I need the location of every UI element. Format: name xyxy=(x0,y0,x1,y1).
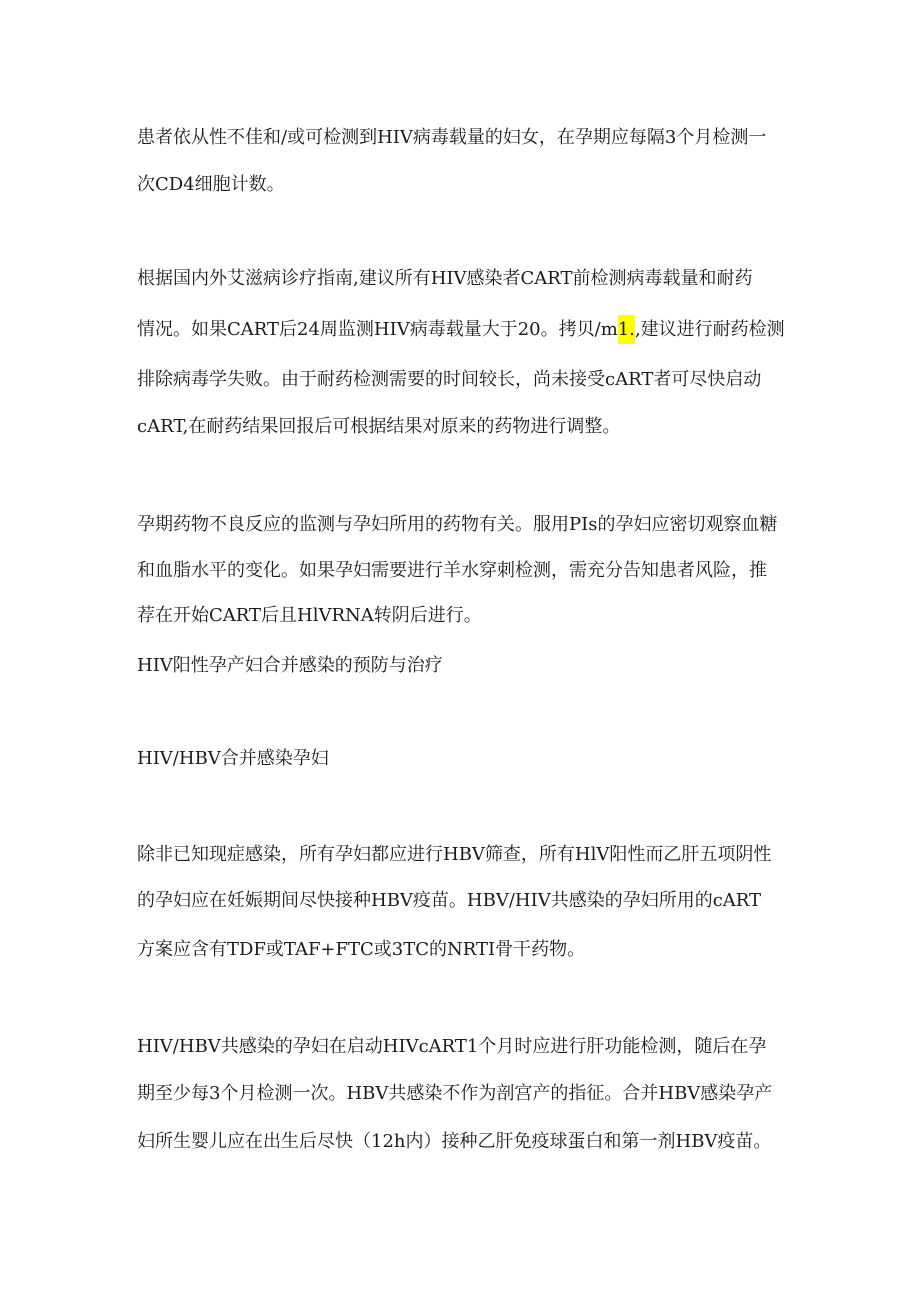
highlighted-text: 1. xyxy=(618,315,635,344)
section-heading: HIV阳性孕产妇合并感染的预防与治疗 xyxy=(137,655,443,676)
paragraph-line: 妇所生婴儿应在出生后尽快（12h内）接种乙肝免疫球蛋白和第一剂HBV疫苗。 xyxy=(137,1131,772,1152)
paragraph-line: 期至少每3个月检测一次。HBV共感染不作为剖宫产的指征。合并HBV感染孕产 xyxy=(137,1083,773,1104)
paragraph-line: HIV/HBV共感染的孕妇在启动HIVcART1个月时应进行肝功能检测，随后在孕 xyxy=(137,1036,767,1057)
paragraph-line: 根据国内外艾滋病诊疗指南,建议所有HIV感染者CART前检测病毒载量和耐药 xyxy=(137,268,753,289)
text-segment: ,建议进行耐药检测 xyxy=(634,319,785,340)
text-segment: 情况。如果CART后24周监测HIV病毒载量大于20。拷贝/m xyxy=(137,319,618,340)
paragraph-line: cART,在耐药结果回报后可根据结果对原来的药物进行调整。 xyxy=(137,416,621,437)
paragraph-line: 荐在开始CART后且HlVRNA转阴后进行。 xyxy=(137,605,482,626)
paragraph-line: 除非已知现症感染，所有孕妇都应进行HBV筛查，所有HlV阳性而乙肝五项阴性 xyxy=(137,844,772,865)
paragraph-line xyxy=(137,318,785,342)
subsection-heading: HIV/HBV合并感染孕妇 xyxy=(137,748,329,769)
paragraph-line: 患者依从性不佳和/或可检测到HIV病毒载量的妇女，在孕期应每隔3个月检测一 xyxy=(137,127,767,148)
paragraph-line: 次CD4细胞计数。 xyxy=(137,174,285,195)
paragraph-line: 和血脂水平的变化。如果孕妇需要进行羊水穿刺检测，需充分告知患者风险，推 xyxy=(137,560,767,581)
paragraph-line: 孕期药物不良反应的监测与孕妇所用的药物有关。服用PIs的孕妇应密切观察血糖 xyxy=(137,514,778,535)
paragraph-line: 排除病毒学失败。由于耐药检测需要的时间较长，尚未接受cART者可尽快启动 xyxy=(137,369,762,390)
paragraph-line: 的孕妇应在妊娠期间尽快接种HBV疫苗。HBV/HIV共感染的孕妇所用的cART xyxy=(137,890,762,911)
paragraph-line: 方案应含有TDF或TAF+FTC或3TC的NRTI骨干药物。 xyxy=(137,939,586,960)
